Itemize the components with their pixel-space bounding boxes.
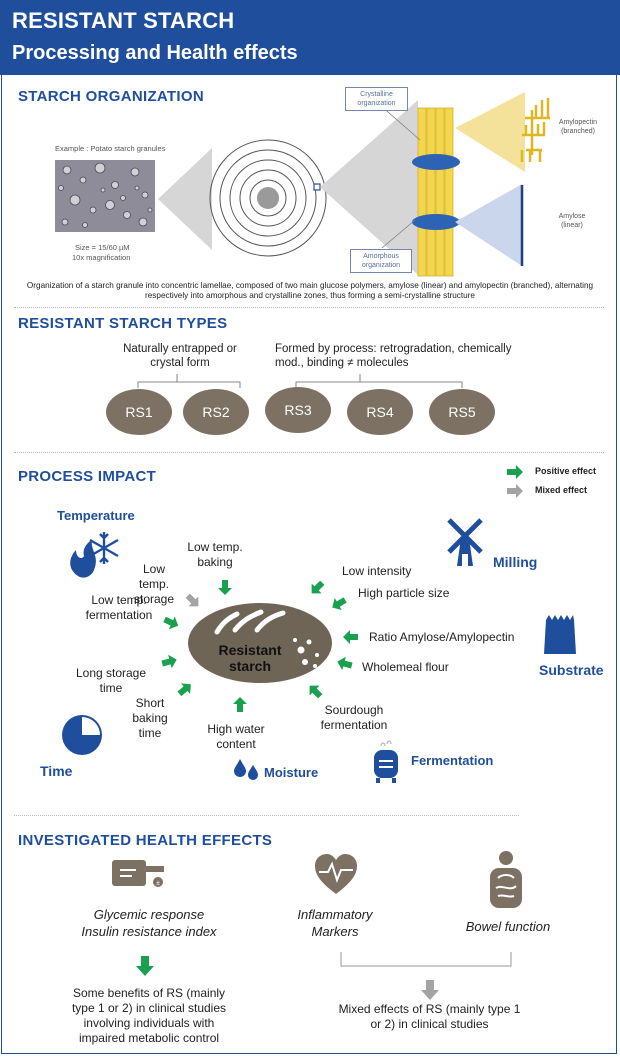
- glycemic-label: Glycemic response Insulin resistance index: [81, 907, 217, 939]
- granule-size-label: Size = 15/60 µM: [75, 243, 130, 252]
- factor-high-water-content: High water content: [207, 722, 265, 751]
- rs-type-oval: RS1: [106, 389, 172, 435]
- factor-long-storage-time: Long storage time: [75, 666, 147, 695]
- rs-type-oval: RS3: [265, 387, 331, 433]
- note-mixed: Mixed effects of RS (mainly type 1 or 2) in clinical studies: [338, 1002, 521, 1031]
- page-subtitle: Processing and Health effects: [12, 42, 298, 64]
- amylopectin-cone: [455, 92, 525, 172]
- category-moisture: Moisture: [264, 765, 319, 780]
- amylopectin-label: Amylopectin (branched): [558, 119, 598, 135]
- rs-group1-label: Naturally entrapped or crystal form: [123, 343, 237, 369]
- center-label: Resistant starch: [218, 642, 282, 674]
- heart-monitor-icon: [313, 852, 359, 898]
- legend-positive-label: Positive effect: [535, 466, 597, 476]
- rs-type-oval: RS4: [347, 389, 413, 435]
- granule-hilum: [257, 187, 279, 209]
- crystalline-organization-label: Crystalline organization: [345, 87, 408, 111]
- water-drops-icon: [232, 757, 262, 781]
- bowel-function-label: Bowel function: [465, 919, 551, 934]
- divider-2: [14, 452, 604, 453]
- category-temperature: Temperature: [57, 508, 135, 523]
- factor-sourdough-fermentation: Sourdough fermentation: [320, 703, 388, 732]
- factor-short-baking-time: Short baking time: [132, 696, 168, 740]
- flour-bag-icon: [543, 614, 577, 658]
- windmill-icon: [443, 514, 487, 568]
- inflammatory-label: Inflammatory Markers: [297, 907, 373, 939]
- factor-low-intensity: Low intensity: [342, 564, 412, 578]
- category-milling: Milling: [493, 554, 538, 570]
- zoom-box: [314, 184, 320, 190]
- potato-granules-image: [55, 160, 155, 232]
- category-fermentation: Fermentation: [411, 753, 494, 768]
- amorphous-cluster-lower: [412, 214, 460, 230]
- amylose-cone: [455, 184, 522, 266]
- digestive-system-icon: [484, 850, 528, 914]
- example-label: Example : Potato starch granules: [55, 144, 166, 153]
- section-heading-health-effects: INVESTIGATED HEALTH EFFECTS: [18, 832, 273, 849]
- temperature-icon: [64, 528, 124, 580]
- rs-group2-label: Formed by process: retrogradation, chemically mod., binding ≠ molecules: [275, 343, 512, 369]
- note-positive: Some benefits of RS (mainly type 1 or 2) in clinical studies involving individuals with impaired metabolic control: [71, 986, 227, 1045]
- magnification-label: 10x magnification: [72, 253, 131, 262]
- starch-organization-caption: Organization of a starch granule into concentric lamellae, composed of two main glucose polymers, amylose (linear) and amylopectin (branched), alternating respectively into amorphous and crystalline zones, thus forming a semi-crystalline structure: [26, 281, 594, 300]
- page-title: RESISTANT STARCH: [12, 8, 235, 33]
- category-substrate: Substrate: [539, 662, 604, 678]
- zoom-cone-left: [158, 148, 212, 250]
- svg-text:±: ±: [156, 880, 160, 887]
- factor-wholemeal-flour: Wholemeal flour: [362, 660, 449, 674]
- positive-effect-icon: [507, 465, 523, 479]
- glucose-meter-icon: [110, 856, 170, 894]
- divider-3: [14, 815, 519, 816]
- section-heading-rs-types: RESISTANT STARCH TYPES: [18, 315, 228, 332]
- section-heading-process-impact: PROCESS IMPACT: [18, 468, 157, 485]
- section-heading-starch-organization: STARCH ORGANIZATION: [18, 88, 204, 105]
- divider-1: [14, 307, 604, 308]
- factor-low-temp-storage: Low temp. storage: [133, 562, 175, 606]
- clock-icon: [60, 713, 104, 757]
- rs-type-oval: RS5: [429, 389, 495, 435]
- amylose-label: Amylose (linear): [558, 213, 586, 229]
- header-banner: [0, 0, 620, 75]
- amorphous-cluster-upper: [412, 154, 460, 170]
- legend-arrows: [505, 464, 525, 500]
- fermentation-tank-icon: [371, 740, 401, 784]
- factor-low-temp-baking: Low temp. baking: [187, 540, 243, 569]
- category-time: Time: [40, 763, 73, 779]
- factor-ratio-amylose: Ratio Amylose/Amylopectin: [369, 630, 515, 644]
- amorphous-organization-label: Amorphous organization: [350, 249, 412, 273]
- legend-mixed-label: Mixed effect: [535, 485, 588, 495]
- factor-high-particle-size: High particle size: [358, 586, 450, 600]
- factor-low-temp-fermentation: Low temp. fermentation: [85, 593, 153, 622]
- mixed-effect-icon: [507, 484, 523, 498]
- amylopectin-branches: [522, 98, 550, 162]
- rs-type-oval: RS2: [183, 389, 249, 435]
- crystalline-lamella: [418, 108, 453, 276]
